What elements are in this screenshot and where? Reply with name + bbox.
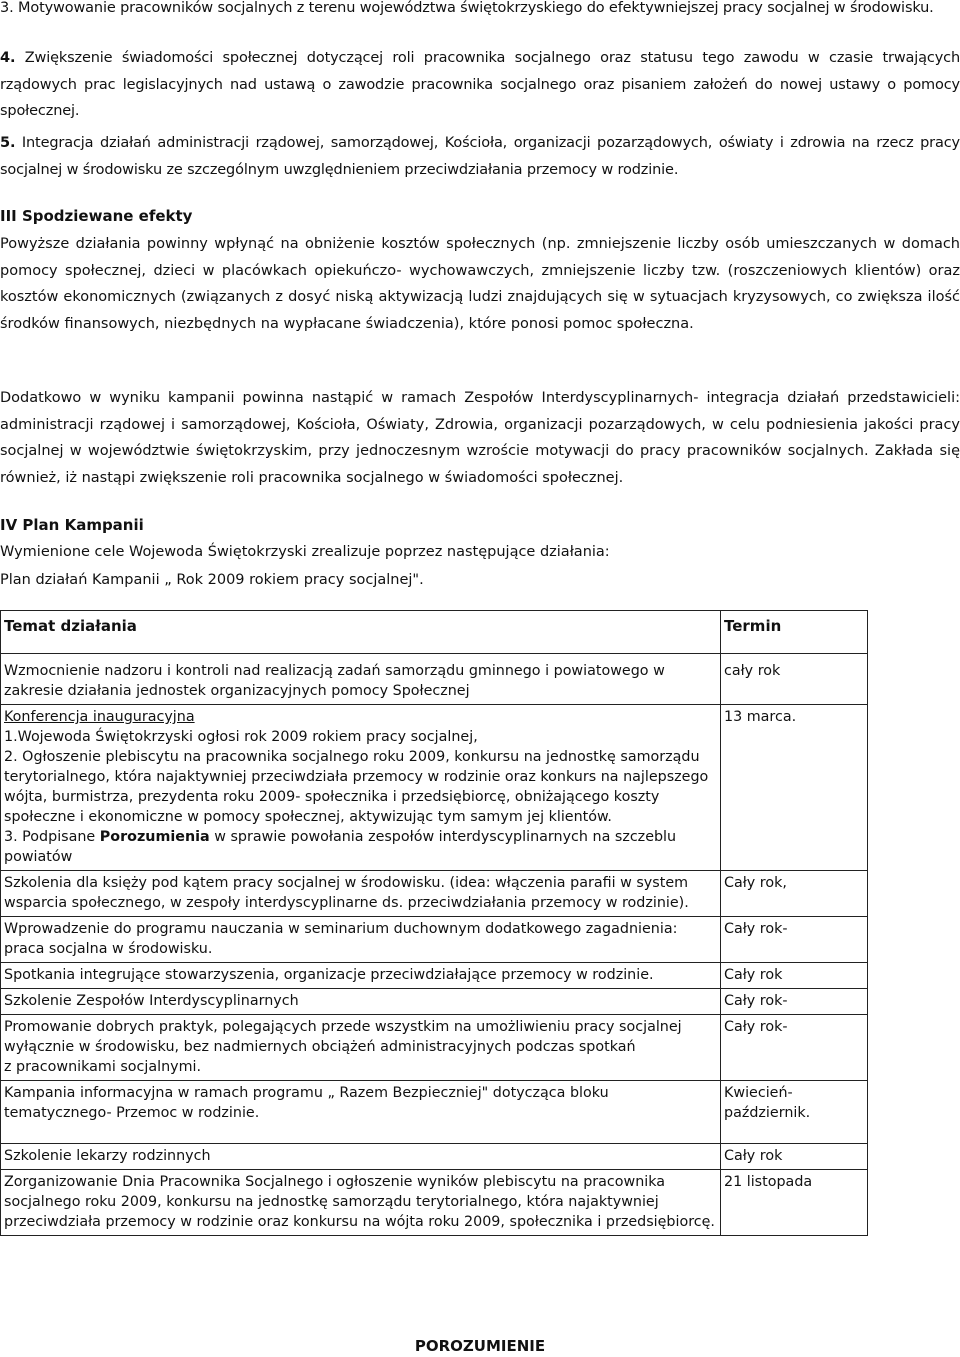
goal-item-5-number: 5. bbox=[0, 135, 16, 151]
row-term: 13 marca. bbox=[721, 705, 868, 871]
table-row bbox=[1, 989, 868, 1015]
goal-item-5 bbox=[0, 130, 960, 183]
conference-title: Konferencja inauguracyjna bbox=[4, 709, 195, 725]
goal-item-3 bbox=[0, 0, 960, 22]
row-term: Cały rok bbox=[721, 963, 868, 989]
row-topic: Szkolenie Zespołów Interdyscyplinarnych bbox=[1, 989, 721, 1015]
row-term: 21 listopada bbox=[721, 1170, 868, 1236]
header-term: Termin bbox=[721, 611, 868, 654]
row-term: Kwiecień- październik. bbox=[721, 1081, 868, 1144]
conference-item-2: 2. Ogłoszenie plebiscytu na pracownika socjalnego roku 2009, konkursu na jednostkę samorządu terytorialnego, która najaktywniej przeciwdziała przemocy w rodzinie oraz konkurs na najlepszego wójta, burmistrza, prezydenta roku 2009- społecznika i przedsiębiorcę, obniżającego koszty społeczne i ekonomiczne w pomocy społecznej, aktywizując tym samym jej klientów. bbox=[4, 749, 709, 825]
goal-item-4-text: Zwiększenie świadomości społecznej dotyczącej roli pracownika socjalnego oraz statusu tego zawodu w czasie trwających rządowych prac legislacyjnych nad ustawą o zawodzie pracownika socjalnego oraz pisaniem założeń do nowej ustawy o pomocy społecznej. bbox=[0, 50, 960, 119]
table-header-row bbox=[1, 611, 868, 654]
section-3-paragraph-2: Dodatkowo w wyniku kampanii powinna nastąpić w ramach Zespołów Interdyscyplinarnych- integracja działań przedstawicieli: administracji rządowej i samorządowej, Kościoła, Oświaty, Zdrowia, organizacji pozarządowych, w celu podniesienia jakości pracy socjalnej w województwie świętokrzyskim, przy jednoczesnym wzroście motywacji do pracy pracowników socjalnych. Zakłada się również, iż nastąpi zwiększenie roli pracownika socjalnego w świadomości społecznej. bbox=[0, 390, 960, 486]
row-term: Cały rok bbox=[721, 1144, 868, 1170]
table-row bbox=[1, 1144, 868, 1170]
row-topic: Wprowadzenie do programu nauczania w seminarium duchownym dodatkowego zagadnienia: praca socjalna w środowisku. bbox=[1, 917, 721, 963]
row-topic: Kampania informacyjna w ramach programu „ Razem Bezpieczniej" dotycząca bloku tematycznego- Przemoc w rodzinie. bbox=[1, 1081, 721, 1144]
conference-item-3: 3. Podpisane Porozumienia w sprawie powołania zespołów interdyscyplinarnych na szczeblu powiatów bbox=[4, 829, 677, 865]
row-term: cały rok bbox=[721, 654, 868, 705]
conference-item-1: 1.Wojewoda Świętokrzyski ogłosi rok 2009 rokiem pracy socjalnej, bbox=[4, 729, 478, 745]
row-topic-conference bbox=[1, 705, 721, 871]
table-row bbox=[1, 917, 868, 963]
row-topic: Promowanie dobrych praktyk, polegających przede wszystkim na umożliwieniu pracy socjalnej wyłącznie w środowisku, bez nadmiernych obciążeń administracyjnych podczas spotkań z pracownikami socjalnymi. bbox=[1, 1015, 721, 1081]
row-topic: Szkolenia dla księży pod kątem pracy socjalnej w środowisku. (idea: włączenia parafii w system wsparcia społecznego, w zespoły interdyscyplinarne ds. przeciwdziałania przemocy w rodzinie). bbox=[1, 871, 721, 917]
section-4-intro-line: Wymienione cele Wojewoda Świętokrzyski zrealizuje poprzez następujące działania: bbox=[0, 544, 610, 560]
table-row bbox=[1, 1081, 868, 1144]
table-row bbox=[1, 963, 868, 989]
table-row bbox=[1, 1170, 868, 1236]
section-3-heading: III Spodziewane efekty bbox=[0, 207, 193, 225]
table-row bbox=[1, 654, 868, 705]
goal-item-3-text: 3. Motywowanie pracowników socjalnych z terenu województwa świętokrzyskiego do efektywniejszej pracy socjalnej w środowisku. bbox=[0, 0, 934, 16]
goal-item-4 bbox=[0, 45, 960, 125]
table-row bbox=[1, 1015, 868, 1081]
row-term: Cały rok- bbox=[721, 917, 868, 963]
section-4-heading: IV Plan Kampanii bbox=[0, 516, 144, 534]
agreement-heading: POROZUMIENIE bbox=[414, 1337, 546, 1355]
row-term: Cały rok, bbox=[721, 871, 868, 917]
row-term: Cały rok- bbox=[721, 1015, 868, 1081]
table-row-conference bbox=[1, 705, 868, 871]
campaign-plan-table bbox=[0, 610, 868, 1236]
goal-item-5-text: Integracja działań administracji rządowej, samorządowej, Kościoła, organizacji pozarządowych, oświaty i zdrowia na rzecz pracy socjalnej w środowisku ze szczególnym uwzględnieniem przeciwdziałania przemocy w rodzinie. bbox=[0, 135, 960, 178]
section-3-paragraph-1: Powyższe działania powinny wpłynąć na obniżenie kosztów społecznych (np. zmniejszenie liczby osób umieszczanych w domach pomocy społecznej, dzieci w placówkach opiekuńczo- wychowawczych, zmniejszenie liczby tzw. (roszczeniowych klientów) oraz kosztów ekonomicznych (związanych z dosyć niską aktywizacją ludzi znajdujących się w sytuacjach kryzysowych, co zwiększa ilość środków finansowych, niezbędnych na wypłacane świadczenia), które ponosi pomoc społeczna. bbox=[0, 236, 960, 332]
row-topic: Szkolenie lekarzy rodzinnych bbox=[1, 1144, 721, 1170]
row-term: Cały rok- bbox=[721, 989, 868, 1015]
table-row bbox=[1, 871, 868, 917]
row-topic: Zorganizowanie Dnia Pracownika Socjalnego i ogłoszenie wyników plebiscytu na pracownika socjalnego roku 2009, konkursu na jednostkę samorządu terytorialnego, która najaktywniej przeciwdziała przemocy w rodzinie oraz konkursu na wójta roku 2009, społecznika i przedsiębiorcę. bbox=[1, 1170, 721, 1236]
row-topic: Spotkania integrujące stowarzyszenia, organizacje przeciwdziałające przemocy w rodzinie. bbox=[1, 963, 721, 989]
row-topic: Wzmocnienie nadzoru i kontroli nad realizacją zadań samorządu gminnego i powiatowego w zakresie działania jednostek organizacyjnych pomocy Społecznej bbox=[1, 654, 721, 705]
campaign-plan-title: Plan działań Kampanii „ Rok 2009 rokiem pracy socjalnej". bbox=[0, 572, 424, 588]
goal-item-4-number: 4. bbox=[0, 50, 16, 66]
header-topic: Temat działania bbox=[1, 611, 721, 654]
